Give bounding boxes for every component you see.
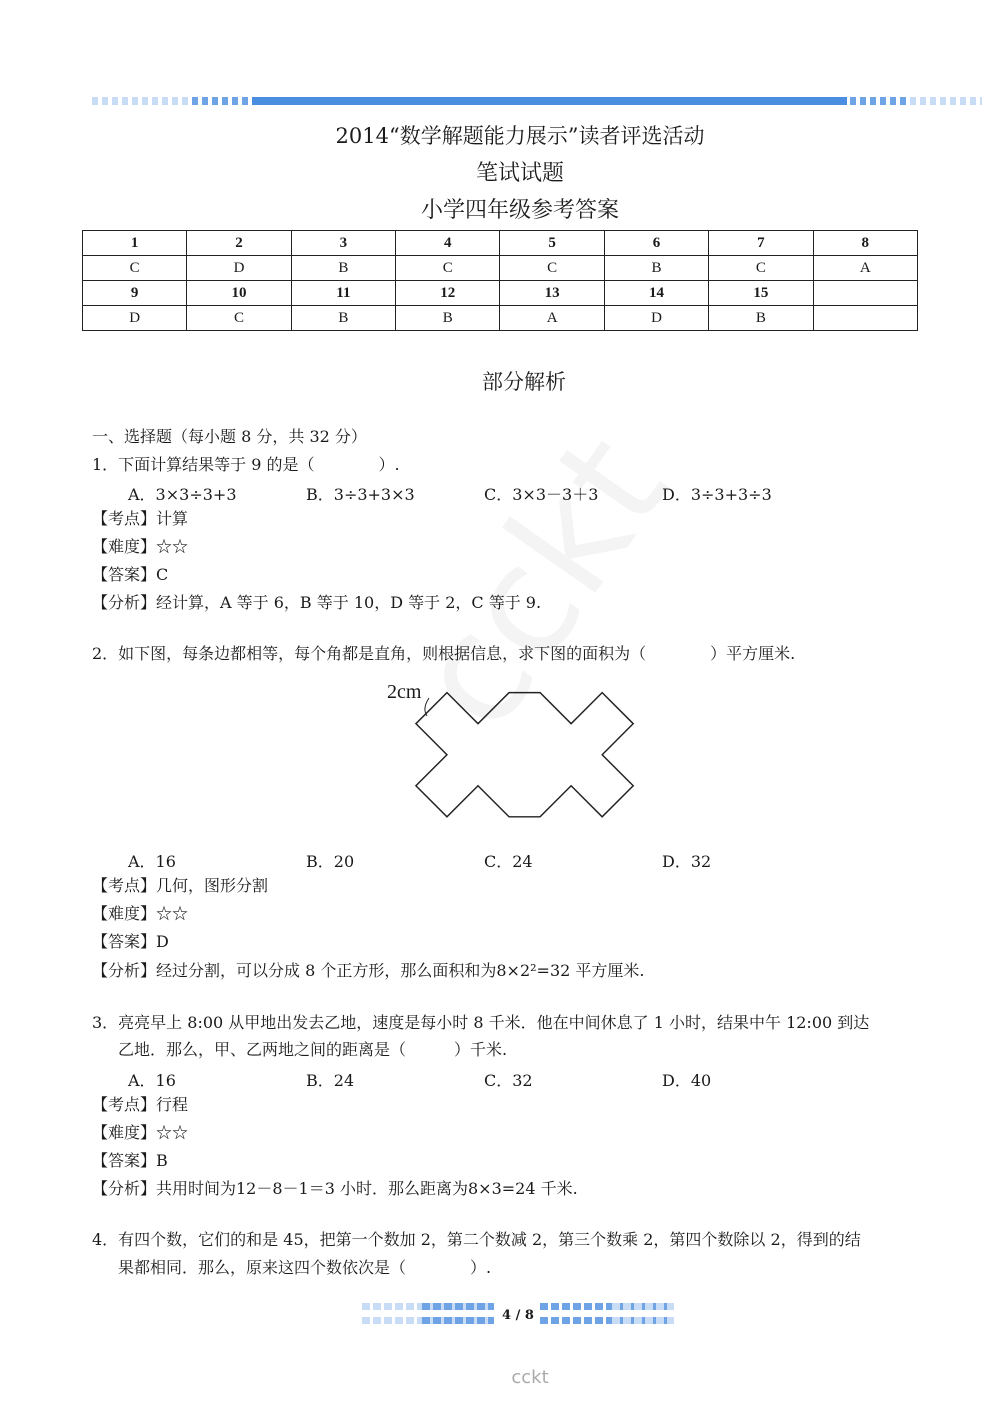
table-cell: A xyxy=(813,256,917,281)
table-cell: C xyxy=(187,306,291,331)
topic-line: 【考点】计算 xyxy=(92,509,189,528)
option-a: A．16 xyxy=(128,1071,176,1090)
difficulty-line: 【难度】☆☆ xyxy=(92,1123,189,1142)
question-3-line-1: 3．亮亮早上 8:00 从甲地出发去乙地，速度是每小时 8 千米．他在中间休息了 1 小时，结果中午 12:00 到达 xyxy=(92,1013,870,1032)
question-4-line-2: 果都相同．那么，原来这四个数依次是（ ）. xyxy=(118,1258,492,1277)
table-cell: 14 xyxy=(604,281,708,306)
table-cell: 10 xyxy=(187,281,291,306)
table-cell: D xyxy=(83,306,187,331)
brand-watermark: cckt xyxy=(511,1367,549,1388)
analysis-line: 【分析】经计算，A 等于 6，B 等于 10，D 等于 2，C 等于 9. xyxy=(92,593,542,612)
exam-subtitle: 笔试试题 xyxy=(475,161,564,186)
answer-line: 【答案】C xyxy=(92,565,169,584)
option-c: C．3×3－3＋3 xyxy=(484,485,599,504)
table-cell: C xyxy=(709,256,813,281)
question-2-options xyxy=(128,849,840,872)
table-row xyxy=(83,256,918,281)
table-cell: 2 xyxy=(187,231,291,256)
table-cell: C xyxy=(396,256,500,281)
option-b: B．20 xyxy=(306,852,355,871)
option-c: C．24 xyxy=(484,852,533,871)
table-cell: C xyxy=(500,256,604,281)
table-cell: 3 xyxy=(291,231,395,256)
cross-polygon xyxy=(416,693,633,817)
table-cell: 4 xyxy=(396,231,500,256)
table-cell: 15 xyxy=(709,281,813,306)
option-a: A．16 xyxy=(128,852,176,871)
option-a: A．3×3÷3+3 xyxy=(128,485,237,504)
table-cell: B xyxy=(604,256,708,281)
topic-line: 【考点】几何，图形分割 xyxy=(92,876,269,895)
table-cell: B xyxy=(709,306,813,331)
header-decorative-bar xyxy=(92,97,982,105)
answer-table xyxy=(82,230,918,331)
table-cell: 12 xyxy=(396,281,500,306)
option-d: D．3÷3+3÷3 xyxy=(662,485,772,504)
option-b: B．24 xyxy=(306,1071,355,1090)
table-row xyxy=(83,306,918,331)
table-cell: 7 xyxy=(709,231,813,256)
option-d: D．40 xyxy=(662,1071,712,1090)
answer-title: 小学四年级参考答案 xyxy=(420,198,619,223)
option-d: D．32 xyxy=(662,852,712,871)
section-title: 部分解析 xyxy=(482,370,566,394)
answer-line: 【答案】D xyxy=(92,932,169,951)
question-1: 1．下面计算结果等于 9 的是（ ）. xyxy=(92,455,400,474)
topic-line: 【考点】行程 xyxy=(92,1095,189,1114)
table-cell xyxy=(813,281,917,306)
question-3-line-2: 乙地．那么，甲、乙两地之间的距离是（ ）千米. xyxy=(118,1040,508,1059)
table-cell: 11 xyxy=(291,281,395,306)
figure-label: 2cm xyxy=(387,681,422,703)
table-cell: B xyxy=(291,306,395,331)
table-cell: D xyxy=(604,306,708,331)
table-cell: B xyxy=(291,256,395,281)
question-1-options xyxy=(128,482,840,505)
cross-shape-figure xyxy=(385,676,645,856)
analysis-line: 【分析】共用时间为12－8－1＝3 小时．那么距离为8×3=24 千米. xyxy=(92,1179,578,1198)
table-cell: 13 xyxy=(500,281,604,306)
table-cell: 5 xyxy=(500,231,604,256)
difficulty-line: 【难度】☆☆ xyxy=(92,537,189,556)
table-row xyxy=(83,231,918,256)
analysis-line: 【分析】经过分割，可以分成 8 个正方形，那么面积和为8×2²=32 平方厘米. xyxy=(92,961,645,980)
section-heading: 一、选择题（每小题 8 分，共 32 分） xyxy=(92,427,367,446)
table-cell: D xyxy=(187,256,291,281)
table-cell xyxy=(813,306,917,331)
page-number: 4 / 8 xyxy=(502,1308,534,1323)
difficulty-line: 【难度】☆☆ xyxy=(92,904,189,923)
question-2: 2．如下图，每条边都相等，每个角都是直角，则根据信息，求下图的面积为（ ）平方厘米. xyxy=(92,644,796,663)
table-cell: 6 xyxy=(604,231,708,256)
table-cell: C xyxy=(83,256,187,281)
table-cell: 8 xyxy=(813,231,917,256)
question-4-line-1: 4．有四个数，它们的和是 45，把第一个数加 2，第二个数减 2，第三个数乘 2，第四个数除以 2，得到的结 xyxy=(92,1230,861,1249)
answer-line: 【答案】B xyxy=(92,1151,168,1170)
title-block xyxy=(0,118,1000,229)
table-cell: B xyxy=(396,306,500,331)
option-c: C．32 xyxy=(484,1071,533,1090)
table-cell: 1 xyxy=(83,231,187,256)
table-cell: A xyxy=(500,306,604,331)
option-b: B．3÷3+3×3 xyxy=(306,485,415,504)
table-cell: 9 xyxy=(83,281,187,306)
table-row xyxy=(83,281,918,306)
exam-title: 2014“数学解题能力展示”读者评选活动 xyxy=(335,124,705,148)
question-3-options xyxy=(128,1068,840,1091)
